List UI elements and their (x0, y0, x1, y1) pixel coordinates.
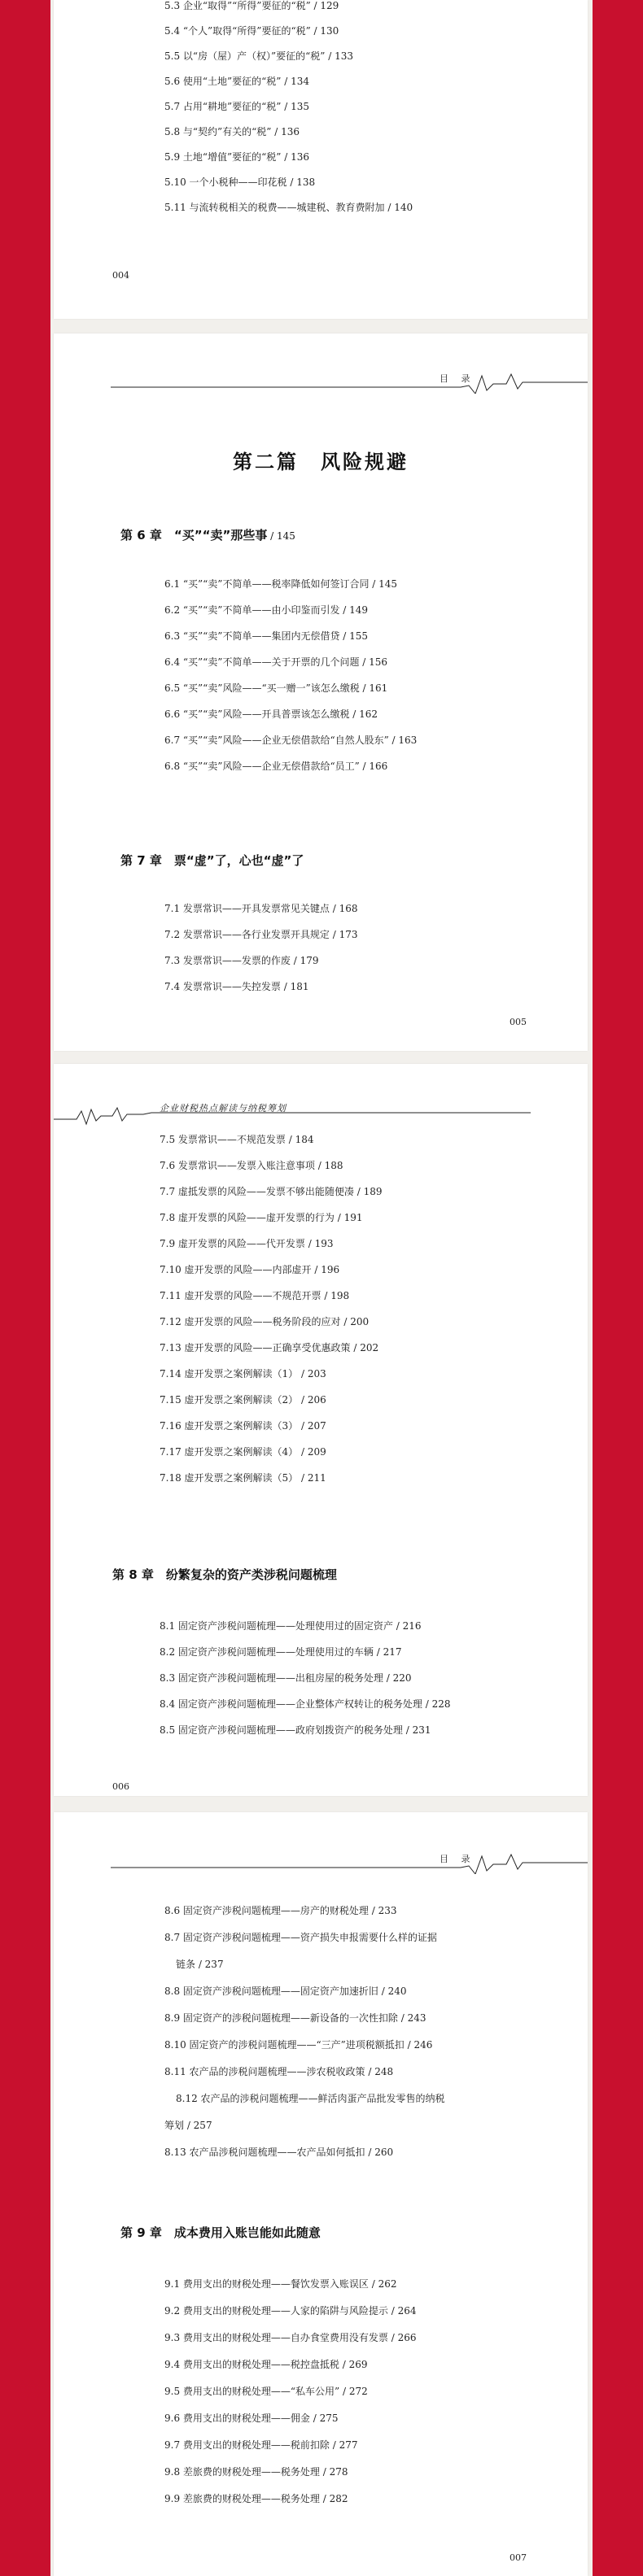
header-ornament-line (54, 1101, 531, 1126)
toc-entry: 9.8 差旅费的财税处理——税务处理 / 278 (164, 2466, 348, 2478)
toc-entry: 6.3 “买”“卖”不简单——集团内无偿借贷 / 155 (164, 630, 369, 642)
toc-entry: 8.13 农产品涉税问题梳理——农产品如何抵扣 / 260 (164, 2147, 394, 2158)
toc-entry: 8.12 农产品的涉税问题梳理——鲜活肉蛋产品批发零售的纳税 (176, 2093, 445, 2104)
toc-entry: 5.7 占用“耕地”要征的“税” / 135 (164, 101, 310, 112)
left-red-border (0, 0, 50, 2576)
toc-entry: 5.4 “个人”取得“所得”要征的“税” / 130 (164, 25, 339, 37)
toc-entry: 6.2 “买”“卖”不简单——由小印鉴而引发 / 149 (164, 604, 369, 616)
toc-entry: 9.3 费用支出的财税处理——自办食堂费用没有发票 / 266 (164, 2332, 417, 2343)
toc-entry: 7.17 虚开发票之案例解读（4） / 209 (160, 1446, 326, 1458)
toc-entry: 8.3 固定资产涉税问题梳理——出租房屋的税务处理 / 220 (160, 1672, 412, 1684)
toc-entry: 8.1 固定资产涉税问题梳理——处理使用过的固定资产 / 216 (160, 1620, 422, 1632)
toc-page-004 (54, 0, 588, 319)
toc-entry: 8.6 固定资产涉税问题梳理——房产的财税处理 / 233 (164, 1905, 397, 1916)
toc-entry: 7.18 虚开发票之案例解读（5） / 211 (160, 1472, 326, 1484)
toc-entry: 7.15 虚开发票之案例解读（2） / 206 (160, 1394, 326, 1406)
toc-entry: 6.8 “买”“卖”风险——企业无偿借款给“员工” / 166 (164, 761, 388, 772)
toc-entry: 5.8 与“契约”有关的“税” / 136 (164, 126, 300, 137)
toc-entry: 8.8 固定资产涉税问题梳理——固定资产加速折旧 / 240 (164, 1985, 407, 1997)
toc-entry: 5.5 以“房（屋）产（权）”要征的“税” / 133 (164, 50, 354, 62)
toc-entry: 7.11 虚开发票的风险——不规范开票 / 198 (160, 1290, 350, 1301)
chapter-page: / 145 (267, 530, 295, 542)
running-header (111, 369, 588, 394)
toc-entry: 8.10 固定资产的涉税问题梳理——“三产”进项税额抵扣 / 246 (164, 2039, 433, 2051)
toc-entry: 7.3 发票常识——发票的作废 / 179 (164, 955, 319, 966)
toc-entry: 9.2 费用支出的财税处理——人家的陷阱与风险提示 / 264 (164, 2305, 417, 2317)
page-number: 005 (510, 1017, 527, 1027)
running-header (54, 1101, 531, 1126)
page-number: 004 (112, 270, 129, 281)
toc-entry: 5.10 一个小税种——印花税 / 138 (164, 177, 316, 188)
toc-entry: 6.6 “买”“卖”风险——开具普票该怎么缴税 / 162 (164, 708, 378, 720)
toc-entry: 7.5 发票常识——不规范发票 / 184 (160, 1134, 314, 1145)
running-header (111, 1850, 588, 1874)
toc-entry: 8.2 固定资产涉税问题梳理——处理使用过的车辆 / 217 (160, 1646, 402, 1658)
chapter-heading: 第 9 章 成本费用入账岂能如此随意 (120, 2225, 321, 2240)
toc-entry: 9.5 费用支出的财税处理——“私车公用” / 272 (164, 2386, 368, 2397)
toc-entry: 7.14 虚开发票之案例解读（1） / 203 (160, 1368, 326, 1380)
right-red-border (593, 0, 643, 2576)
toc-entry: 6.4 “买”“卖”不简单——关于开票的几个问题 / 156 (164, 656, 388, 668)
toc-entry: 7.8 虚开发票的风险——虚开发票的行为 / 191 (160, 1212, 363, 1223)
part-title: 第二篇 风险规避 (233, 451, 409, 473)
toc-entry: 链条 / 237 (176, 1959, 224, 1970)
toc-entry: 筹划 / 257 (164, 2120, 212, 2131)
toc-entry: 7.12 虚开发票的风险——税务阶段的应对 / 200 (160, 1316, 370, 1327)
toc-entry: 6.7 “买”“卖”风险——企业无偿借款给“自然人股东” / 163 (164, 734, 418, 746)
toc-entry: 7.7 虚抵发票的风险——发票不够出能随便凑 / 189 (160, 1186, 383, 1197)
toc-entry: 9.6 费用支出的财税处理——佣金 / 275 (164, 2413, 339, 2424)
toc-page-007 (54, 1812, 588, 2576)
toc-entry: 8.11 农产品的涉税问题梳理——涉农税收政策 / 248 (164, 2066, 394, 2077)
toc-entry: 7.9 虚开发票的风险——代开发票 / 193 (160, 1238, 334, 1249)
toc-entry: 7.10 虚开发票的风险——内部虚开 / 196 (160, 1264, 340, 1275)
toc-page-006 (54, 1064, 588, 1796)
page-number: 007 (510, 2552, 527, 2563)
toc-entry: 7.6 发票常识——发票入账注意事项 / 188 (160, 1160, 343, 1171)
chapter-heading: 第 8 章 纷繁复杂的资产类涉税问题梳理 (112, 1567, 337, 1582)
header-label: 目 录 (440, 373, 475, 384)
header-ornament-line (111, 369, 588, 394)
toc-entry: 6.5 “买”“卖”风险——“买一赠一”该怎么缴税 / 161 (164, 682, 388, 694)
toc-entry: 7.4 发票常识——失控发票 / 181 (164, 981, 309, 992)
toc-entry: 9.9 差旅费的财税处理——税务处理 / 282 (164, 2493, 348, 2504)
toc-entry: 8.5 固定资产涉税问题梳理——政府划拨资产的税务处理 / 231 (160, 1724, 431, 1736)
chapter-title: 第 6 章 “买”“卖”那些事 (120, 528, 268, 543)
toc-entry: 8.9 固定资产的涉税问题梳理——新设备的一次性扣除 / 243 (164, 2012, 426, 2024)
toc-entry: 9.7 费用支出的财税处理——税前扣除 / 277 (164, 2439, 358, 2451)
toc-entry: 9.1 费用支出的财税处理——餐饮发票入账误区 / 262 (164, 2278, 397, 2290)
toc-entry: 5.3 企业“取得”“所得”要征的“税” / 129 (164, 0, 339, 11)
toc-entry: 6.1 “买”“卖”不简单——税率降低如何签订合同 / 145 (164, 578, 398, 590)
toc-entry: 5.9 土地“增值”要征的“税” / 136 (164, 151, 310, 163)
page-number: 006 (112, 1781, 129, 1792)
header-ornament-line (111, 1850, 588, 1874)
chapter-heading (120, 526, 295, 543)
toc-entry: 7.13 虚开发票的风险——正确享受优惠政策 / 202 (160, 1342, 379, 1353)
toc-entry: 7.16 虚开发票之案例解读（3） / 207 (160, 1420, 326, 1432)
header-label: 企业财税热点解读与纳税筹划 (160, 1103, 287, 1114)
toc-entry: 5.6 使用“土地”要征的“税” / 134 (164, 76, 310, 87)
header-label: 目 录 (440, 1854, 475, 1864)
toc-entry: 7.1 发票常识——开具发票常见关键点 / 168 (164, 903, 358, 914)
toc-entry: 5.11 与流转税相关的税费——城建税、教育费附加 / 140 (164, 202, 413, 213)
toc-entry: 9.4 费用支出的财税处理——税控盘抵税 / 269 (164, 2359, 368, 2370)
chapter-heading: 第 7 章 票“虚”了，心也“虚”了 (120, 853, 304, 868)
toc-page-005 (54, 333, 588, 1051)
toc-entry: 8.4 固定资产涉税问题梳理——企业整体产权转让的税务处理 / 228 (160, 1698, 451, 1710)
toc-entry: 7.2 发票常识——各行业发票开具规定 / 173 (164, 929, 358, 940)
toc-entry: 8.7 固定资产涉税问题梳理——资产损失申报需要什么样的证据 (164, 1932, 437, 1943)
